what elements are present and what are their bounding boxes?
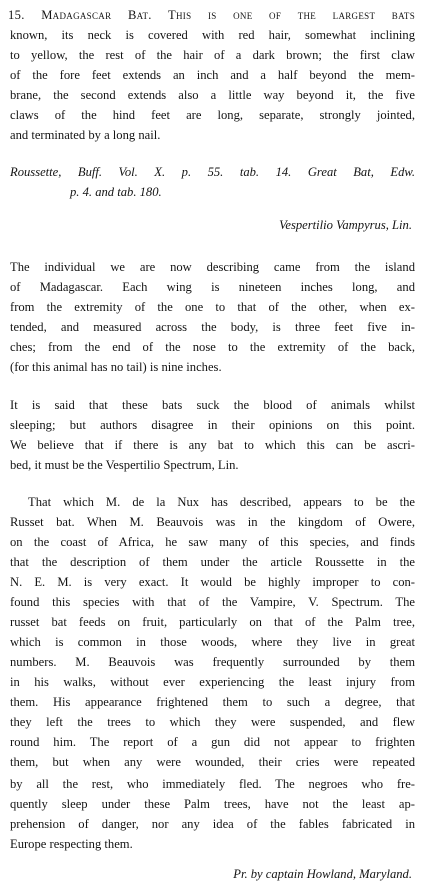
body-line: from the extremity of the one to that of the other, when ex-	[10, 300, 415, 314]
body-line: them, but when any were wounded, their cries were repeated	[10, 755, 415, 769]
body-line: (for this animal has no tail) is nine inches.	[10, 360, 222, 374]
body-line: claws of the hind feet are long, separate, strongly jointed,	[10, 108, 415, 122]
body-line: Russet bat. When M. Beauvois was in the kingdom of Owere,	[10, 515, 415, 529]
body-line: that the description of them under the article Roussette in the	[10, 555, 415, 569]
body-line: brane, the second extends also a little way beyond it, the five	[10, 88, 415, 102]
body-line: quently sleep under these Palm trees, have not the least ap-	[10, 797, 415, 811]
body-line: numbers. M. Beauvois was frequently surrounded by them	[10, 655, 415, 669]
body-line: That which M. de la Nux has described, appears to be the	[28, 495, 415, 509]
body-line: We believe that if there is any bat to which this can be ascri-	[10, 438, 415, 452]
section-heading-line: 15. Madagascar Bat. This is one of the largest bats	[8, 8, 415, 22]
reference-line: Roussette, Buff. Vol. X. p. 55. tab. 14. Great Bat, Edw.	[10, 165, 415, 179]
body-line: sleeping; but authors disagree in their opinions on this point.	[10, 418, 415, 432]
body-line: The individual we are now describing came from the island	[10, 260, 415, 274]
body-line: they left the trees to which they were suspended, and flew	[10, 715, 415, 729]
body-line: them. His appearance frightened them to such a degree, that	[10, 695, 415, 709]
body-line: to yellow, the rest of the hair of a dark brown; the first claw	[10, 48, 415, 62]
body-line: which is common in those woods, where they live in great	[10, 635, 415, 649]
body-line: by all the rest, who immediately fled. The negroes who fre-	[10, 777, 415, 791]
body-line: of Madagascar. Each wing is nineteen inches long, and	[10, 280, 415, 294]
attribution-signature: Pr. by captain Howland, Maryland.	[233, 867, 412, 881]
body-line: prehension of danger, nor any idea of the fables fabricated in	[10, 817, 415, 831]
linnaean-name: Vespertilio Vampyrus, Lin.	[279, 218, 412, 232]
body-line: round him. The report of a gun did not appear to frighten	[10, 735, 415, 749]
body-line: in his walks, without ever experiencing the least injury from	[10, 675, 415, 689]
body-line: russet bat feeds on fruit, particularly on that of the Palm tree,	[10, 615, 415, 629]
body-line: ches; from the end of the nose to the extremity of the back,	[10, 340, 415, 354]
body-line: on the coast of Africa, he saw many of this species, and finds	[10, 535, 415, 549]
body-line: of the fore feet extends an inch and a half beyond the mem-	[10, 68, 415, 82]
body-line: It is said that these bats suck the blood of animals whilst	[10, 398, 415, 412]
body-line: and terminated by a long nail.	[10, 128, 161, 142]
body-line: known, its neck is covered with red hair, somewhat inclining	[10, 28, 415, 42]
reference-line: p. 4. and tab. 180.	[70, 185, 162, 199]
body-line: tended, and measured across the body, is three feet five in-	[10, 320, 415, 334]
body-line: Europe respecting them.	[10, 837, 133, 851]
body-line: N. E. M. is very exact. It would be highly improper to con-	[10, 575, 415, 589]
body-line: found this species with that of the Vampire, V. Spectrum. The	[10, 595, 415, 609]
body-line: bed, it must be the Vespertilio Spectrum, Lin.	[10, 458, 239, 472]
